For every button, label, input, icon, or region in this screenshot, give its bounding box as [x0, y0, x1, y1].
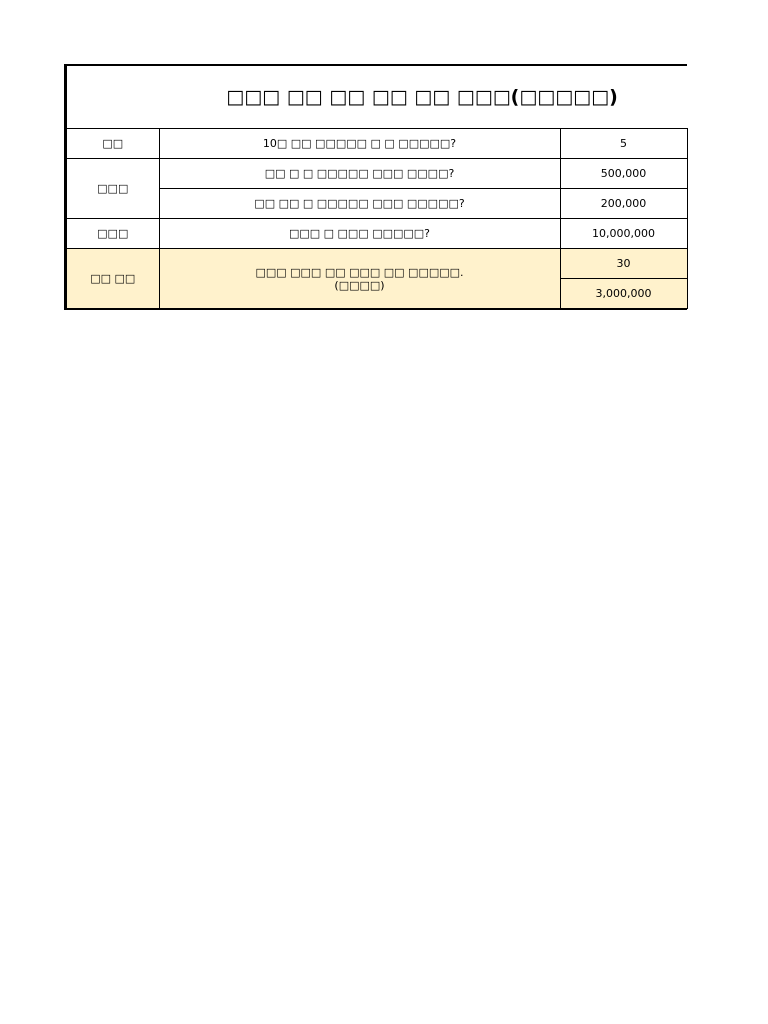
row-question-2[interactable]: □□ □ □ □□□□□ □□□ □□□□?	[159, 159, 560, 189]
row-question-5[interactable]	[159, 249, 560, 309]
sheet-title[interactable]: □□□ □□ □□ □□ □□ □□□(□□□□□)	[67, 66, 687, 129]
row-question-1[interactable]: 10□ □□ □□□□□ □ □ □□□□□?	[159, 129, 560, 159]
row-value-4[interactable]: 10,000,000	[560, 219, 687, 249]
row-value-5b[interactable]: 3,000,000	[560, 279, 687, 309]
row-label-1[interactable]: □□	[67, 129, 159, 159]
row-value-2[interactable]: 500,000	[560, 159, 687, 189]
row-value-3[interactable]: 200,000	[560, 189, 687, 219]
row-label-5[interactable]: □□ □□	[67, 249, 159, 309]
row-value-1[interactable]: 5	[560, 129, 687, 159]
row-value-5a[interactable]: 30	[560, 249, 687, 279]
spreadsheet-table-frame	[64, 64, 687, 310]
row-question-5-line-2: (□□□□)	[334, 278, 385, 292]
row-label-4[interactable]: □□□	[67, 219, 159, 249]
row-label-2[interactable]: □□□	[67, 159, 159, 219]
row-question-5-line-1: □□□ □□□ □□ □□□ □□ □□□□□.	[255, 265, 464, 279]
survey-table	[67, 66, 688, 309]
row-question-3[interactable]: □□ □□ □ □□□□□ □□□ □□□□□?	[159, 189, 560, 219]
row-question-4[interactable]: □□□ □ □□□ □□□□□?	[159, 219, 560, 249]
